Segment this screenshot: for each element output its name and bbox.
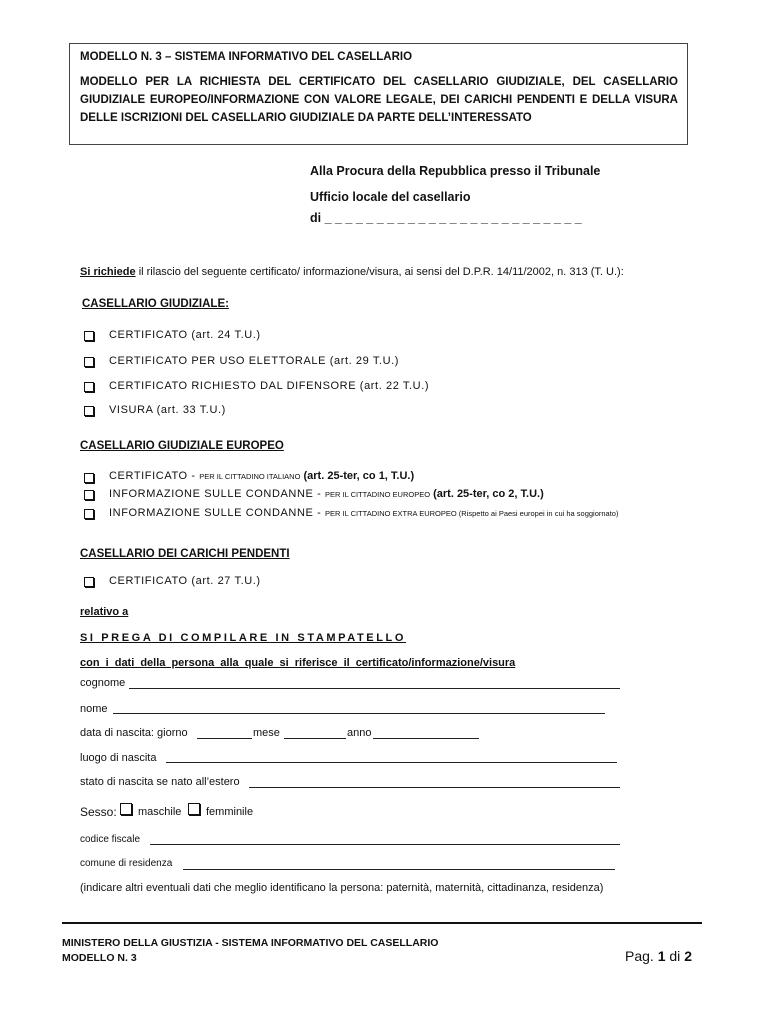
model-title: MODELLO N. 3 – SISTEMA INFORMATIVO DEL CASELLARIO [80, 51, 413, 63]
checkbox-femminile[interactable] [188, 803, 200, 815]
option-eu-extra [109, 507, 618, 519]
comune-label: comune di residenza [80, 858, 173, 869]
maschile-label: maschile [138, 806, 182, 818]
option-carichi-certificato: CERTIFICATO (art. 27 T.U.) [109, 575, 261, 587]
section-carichi-pendenti: CASELLARIO DEI CARICHI PENDENTI [80, 548, 290, 560]
checkbox-eu-europeo[interactable] [84, 490, 94, 500]
nome-field[interactable] [113, 713, 605, 714]
page-number [625, 948, 692, 964]
identification-note: (indicare altri eventuali dati che meglio identificano la persona: paternità, maternità, cittadinanza, residenza) [80, 882, 604, 894]
page-current: 1 [657, 948, 666, 964]
nascita-giorno-label: data di nascita: giorno [80, 727, 188, 739]
request-lead: Si richiede [80, 266, 136, 278]
footer-ministry: MINISTERO DELLA GIUSTIZIA - SISTEMA INFORMATIVO DEL CASELLARIO [62, 937, 439, 949]
footer-divider [62, 922, 702, 924]
request-sentence [80, 266, 624, 278]
checkbox-maschile[interactable] [120, 803, 132, 815]
option-visura: VISURA (art. 33 T.U.) [109, 404, 226, 416]
option-uso-elettorale: CERTIFICATO PER USO ELETTORALE (art. 29 T.U.) [109, 355, 400, 367]
checkbox-difensore[interactable] [84, 382, 94, 392]
section-casellario-europeo: CASELLARIO GIUDIZIALE EUROPEO [80, 440, 284, 452]
nascita-mese-label: mese [253, 727, 280, 739]
address-line-1: Alla Procura della Repubblica presso il Tribunale [310, 164, 601, 178]
page-prefix: Pag. [625, 948, 658, 964]
page-total: 2 [684, 948, 692, 964]
nascita-giorno-field[interactable] [197, 738, 252, 739]
address-line-2: Ufficio locale del casellario [310, 190, 471, 204]
cognome-field[interactable] [129, 688, 620, 689]
option-eu-italiano-label: CERTIFICATO - [109, 470, 200, 482]
option-eu-extra-small: PER IL CITTADINO EXTRA EUROPEO (Rispetto ai Paesi europei in cui ha soggiornato) [325, 509, 619, 518]
page-separator: di [665, 948, 685, 964]
nome-label: nome [80, 703, 108, 715]
relativo-label: relativo a [80, 606, 129, 618]
section-casellario-giudiziale: CASELLARIO GIUDIZIALE: [82, 298, 229, 310]
checkbox-certificato[interactable] [84, 331, 94, 341]
model-description: MODELLO PER LA RICHIESTA DEL CERTIFICATO DEL CASELLARIO GIUDIZIALE, DEL CASELLARIO GIUDIZIALE EUROPEO/INFORMAZIONE CON VALORE LEGALE, DEI CARICHI PENDENTI E DELLA VISURA DELLE ISCRIZIONI DEL CASELLARIO GIUDIZIALE DA PARTE DELL’INTERESSATO [80, 76, 678, 124]
option-eu-italiano-small: PER IL CITTADINO ITALIANO [199, 472, 301, 481]
stato-label: stato di nascita se nato all’estero [80, 776, 240, 788]
sesso-label: Sesso: [80, 805, 117, 819]
comune-field[interactable] [183, 869, 615, 870]
stampatello-instruction: SI PREGA DI COMPILARE IN STAMPATELLO [80, 632, 407, 644]
option-eu-italiano [109, 470, 414, 482]
femminile-label: femminile [206, 806, 254, 818]
cognome-label: cognome [80, 677, 126, 689]
option-eu-europeo [109, 488, 544, 500]
option-eu-italiano-ref: (art. 25-ter, co 1, T.U.) [300, 470, 415, 482]
option-certificato: CERTIFICATO (art. 24 T.U.) [109, 329, 261, 341]
checkbox-uso-elettorale[interactable] [84, 357, 94, 367]
luogo-label: luogo di nascita [80, 752, 157, 764]
codice-fiscale-field[interactable] [150, 844, 620, 845]
option-difensore: CERTIFICATO RICHIESTO DAL DIFENSORE (art. 22 T.U.) [109, 380, 430, 392]
checkbox-eu-italiano[interactable] [84, 473, 94, 483]
option-eu-europeo-small: PER IL CITTADINO EUROPEO [325, 490, 431, 499]
option-eu-europeo-label: INFORMAZIONE SULLE CONDANNE - [109, 488, 326, 500]
checkbox-eu-extra[interactable] [84, 509, 94, 519]
person-intro: con i dati della persona alla quale si riferisce il certificato/informazione/visura [80, 657, 516, 669]
address-line-3[interactable]: di _ _ _ _ _ _ _ _ _ _ _ _ _ _ _ _ _ _ _ _ _ _ _ _ _ [310, 211, 582, 225]
checkbox-carichi-certificato[interactable] [84, 577, 94, 587]
nascita-mese-field[interactable] [284, 738, 346, 739]
option-eu-europeo-ref: (art. 25-ter, co 2, T.U.) [430, 488, 544, 500]
nascita-anno-label: anno [347, 727, 372, 739]
checkbox-visura[interactable] [84, 406, 94, 416]
header-box [69, 43, 688, 145]
option-eu-extra-label: INFORMAZIONE SULLE CONDANNE - [109, 507, 326, 519]
stato-field[interactable] [249, 787, 620, 788]
nascita-anno-field[interactable] [373, 738, 479, 739]
footer-model: MODELLO N. 3 [62, 952, 137, 964]
codice-fiscale-label: codice fiscale [80, 834, 141, 845]
request-text: il rilascio del seguente certificato/ informazione/visura, ai sensi del D.P.R. 14/11/2002, n. 313 (T. U.): [135, 266, 624, 278]
luogo-field[interactable] [166, 762, 617, 763]
